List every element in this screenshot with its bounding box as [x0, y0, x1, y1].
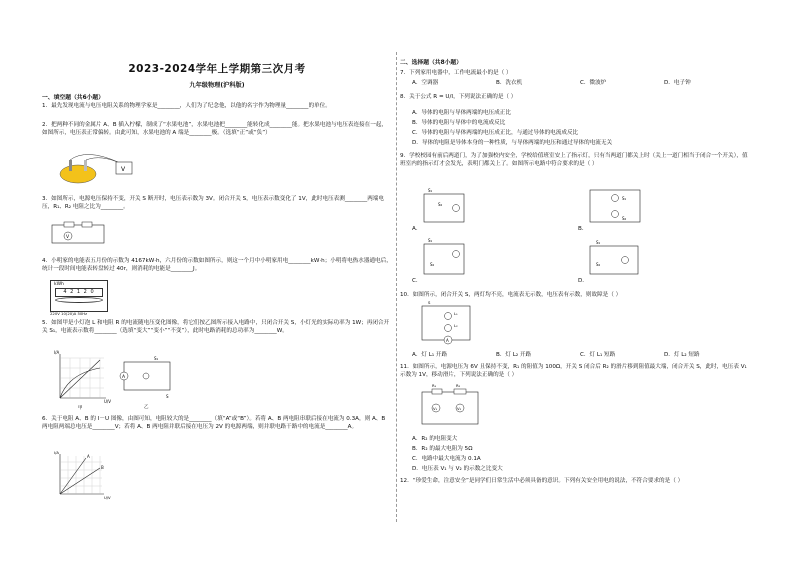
q9a-s1-label: S₁ — [428, 188, 433, 193]
section-fill-blank-heading: 一、填空题（共6小题） — [42, 95, 105, 101]
q11-option-b: B．R₂ 的最大电阻为 5Ω — [412, 446, 473, 452]
question-12: 12．“珍爱生命，注意安全”是同学们日常生活中必须具备的意识。下列有关安全用电的说法，不符合要求的是（ ） — [400, 478, 684, 484]
q10-l1-label: L₁ — [454, 311, 458, 316]
meter-digits: 4 2 1 2 0 — [55, 288, 103, 297]
q3-circuit-figure — [50, 222, 110, 246]
question-5: 5．如图甲是小灯泡 L 和电阻 R 的电流随电压变化图像，将它们按乙图所示接入电路中，只闭合开关 S，小灯光的实际功率为 1W；再闭合开关 S₁，电流表示数将________（选填“变大”“变小”“不变”），此时电路消耗的总功率为________W。 — [42, 320, 390, 334]
metal-plate-b — [84, 160, 87, 171]
q3-circuit-loop — [52, 225, 104, 243]
q7-option-c: C．微波炉 — [580, 80, 607, 86]
q8-option-b: B．导体的电阻与导体中的电流成反比 — [412, 120, 506, 126]
q6-iu-graph — [54, 450, 114, 500]
q9-option-b: B． — [578, 226, 588, 232]
q9a-s2-label: S₂ — [438, 202, 443, 207]
q6-x-label: U/V — [104, 495, 111, 500]
q5-caption-yi: 乙 — [144, 405, 149, 410]
q9-option-c: C． — [412, 278, 422, 284]
q10-lamp-l2 — [445, 325, 452, 332]
question-9: 9．学校校园有前后两道门，为了加强校内安全，学校给值班室安上了指示灯，只有当两道门都关上时（关上一道门相当于闭合一个开关），值班室内的指示灯才会发光，表明门都关上了。如图所示电路中符合要求的是（ ） — [400, 153, 748, 167]
question-11: 11．如图所示，电源电压为 6V 且保持不变，R₁ 的阻值为 100Ω，开关 S 闭合后 R₂ 的滑片移到阻值最大端，闭合开关 S，此时，电压表 V₁ 示数为 1V，移动滑片，下列说法正确的是（ ） — [400, 364, 747, 378]
exam-title: 2023-2024学年上学期第三次月考 — [128, 63, 306, 75]
q3-voltmeter-symbol: V — [66, 235, 70, 240]
q11-r1-label: R₁ — [432, 383, 437, 388]
question-10: 10．如图所示，闭合开关 S，两灯均不亮，电流表无示数，电压表有示数，则故障是（ ） — [400, 292, 622, 298]
q11-option-c: C．电路中最大电流为 0.1A — [412, 456, 481, 462]
q9-circuit-options — [400, 186, 752, 286]
question-4: 4．小明家的电能表五月份的示数为 4167kW·h，六月份的示数如图所示，则这一个月中小明家用电________kW·h；小明将电热水器通电后，统计一段时间电能表转盘转过 40r，则消耗的电能是________J。 — [42, 258, 392, 272]
q9b-s1-label: S₁ — [622, 196, 627, 201]
q5-y-label: I/A — [54, 350, 60, 355]
q11-v2-label: V₂ — [457, 406, 462, 411]
question-8: 8．关于公式 R = U/I，下列说法正确的是（ ） — [400, 94, 517, 100]
meter-spec: 220V 10(20)A 50Hz — [50, 311, 88, 316]
q10-option-b: B．灯 L₂ 开路 — [496, 352, 532, 358]
q6-label-b: B — [101, 465, 104, 470]
q11-resistor-r2 — [454, 389, 466, 394]
q5-caption-jia: 甲 — [78, 406, 83, 411]
meter-unit: kWh — [54, 282, 64, 287]
q10-s-label: S — [428, 300, 431, 305]
q5-ammeter-symbol: A — [122, 375, 126, 380]
q9c-s2-label: S₂ — [430, 262, 435, 267]
q6-y-label: I/A — [54, 450, 59, 455]
lemon-shape — [60, 165, 96, 183]
q9b-lamp-2 — [612, 211, 619, 218]
q6-label-a: A — [87, 454, 90, 459]
q11-option-a: A．R₂ 的电阻变大 — [412, 436, 458, 442]
q10-circuit-figure — [418, 300, 478, 344]
q8-option-c: C．导体的电阻与导体两端的电压成正比，与通过导体的电流成反比 — [412, 130, 579, 136]
q10-lamp-l1 — [445, 313, 452, 320]
q11-resistor-r1 — [432, 389, 442, 394]
q9d-s2-label: S₂ — [596, 262, 601, 267]
q5-switch-s1-label: S₁ — [154, 356, 159, 361]
q5-switch-s-label: S — [166, 394, 169, 399]
q11-v1-label: V₁ — [433, 406, 438, 411]
q9b-s2-label: S₂ — [622, 216, 627, 221]
q10-option-d: D．灯 L₂ 短路 — [664, 352, 700, 358]
q5-iu-graph — [54, 350, 111, 411]
q5-figures — [54, 350, 184, 410]
fruit-battery-figure — [56, 150, 146, 190]
q9b-lamp-1 — [612, 195, 619, 202]
q7-option-b: B．洗衣机 — [496, 80, 523, 86]
q6-grid — [60, 456, 102, 494]
question-1: 1．最先发现电流与电压电阻关系的物理学家是________，人们为了纪念他，以他的名字作为物理量________的单位。 — [42, 103, 331, 109]
q9-circuit-b — [590, 190, 640, 222]
question-3: 3．如图所示，电源电压保持不变，开关 S 断开时，电压表示数为 3V。闭合开关 S，电压表示数变化了 1V，此时电压表测________两端电压，R₁、R₂ 电阻之比为________。 — [42, 196, 384, 210]
q9d-lamp — [622, 257, 629, 264]
q10-option-c: C．灯 L₁ 短路 — [580, 352, 616, 358]
q10-l2-label: L₂ — [454, 323, 458, 328]
q11-r2-label: R₂ — [456, 383, 461, 388]
q5-lamp — [143, 373, 149, 379]
q6-line-b — [60, 468, 100, 494]
left-column — [42, 0, 392, 562]
q10-option-a: A．灯 L₁ 开路 — [412, 352, 448, 358]
meter-disk — [55, 297, 103, 303]
q8-option-a: A．导体的电阻与导体两端的电压成正比 — [412, 110, 511, 116]
q11-option-d: D．电压表 V₁ 与 V₂ 的示数之比变大 — [412, 466, 503, 472]
column-divider — [396, 52, 397, 522]
resistor-r2 — [82, 222, 92, 227]
q9-option-a: A． — [412, 226, 422, 232]
q7-option-a: A．空调器 — [412, 80, 439, 86]
question-2: 2．把两种不同的金属片 A、B 插入柠檬，制成了“水果电池”，水果电池把________能转化成________能。把水果电池与电压表连接在一起，如图所示，电压表正常偏转。由此可知，水果电池的 A 端是________极。（选填“正”或“负”） — [42, 122, 388, 136]
electric-meter-figure — [50, 280, 108, 312]
resistor-r1 — [64, 222, 74, 227]
q9d-s1-label: S₁ — [596, 240, 601, 245]
q9-circuit-a — [424, 188, 464, 222]
section-choice-heading: 二、选择题（共8小题） — [400, 60, 463, 66]
q11-circuit-figure — [418, 384, 488, 428]
question-7: 7．下列家用电器中，工作电流最小的是（ ） — [400, 70, 512, 76]
q9c-lamp — [453, 251, 460, 258]
question-6: 6．关于电阻 A、B 的 I－U 图像，由图可知，电阻较大的是________（填“A”或“B”）。若将 A、B 两电阻串联后接在电流为 0.3A，则 A、B 两电阻两端总电压是________V；若将 A、B 两电阻并联后接在电压为 2V 的电源两端，则并联电路干路中的电流是________A。 — [42, 416, 386, 430]
metal-plate-a — [69, 160, 72, 171]
q9-circuit-d — [590, 240, 638, 274]
q9a-lamp — [453, 205, 460, 212]
q6-line-a — [60, 458, 86, 494]
q5-x-label: U/V — [104, 399, 112, 404]
voltmeter-symbol: V — [121, 166, 126, 173]
q10-ammeter-symbol: A — [446, 338, 449, 343]
q8-option-d: D．导体的电阻是导体本身的一种性质，与导体两端的电压和通过导体的电流无关 — [412, 140, 613, 146]
q7-option-d: D．电子钟 — [664, 80, 691, 86]
q9-option-d: D． — [578, 278, 588, 284]
right-column — [400, 0, 752, 562]
q5-circuit — [120, 356, 170, 410]
exam-subtitle: 九年级物理(沪科版) — [189, 82, 245, 89]
q9c-s1-label: S₁ — [428, 238, 433, 243]
q9-circuit-c — [424, 238, 464, 274]
